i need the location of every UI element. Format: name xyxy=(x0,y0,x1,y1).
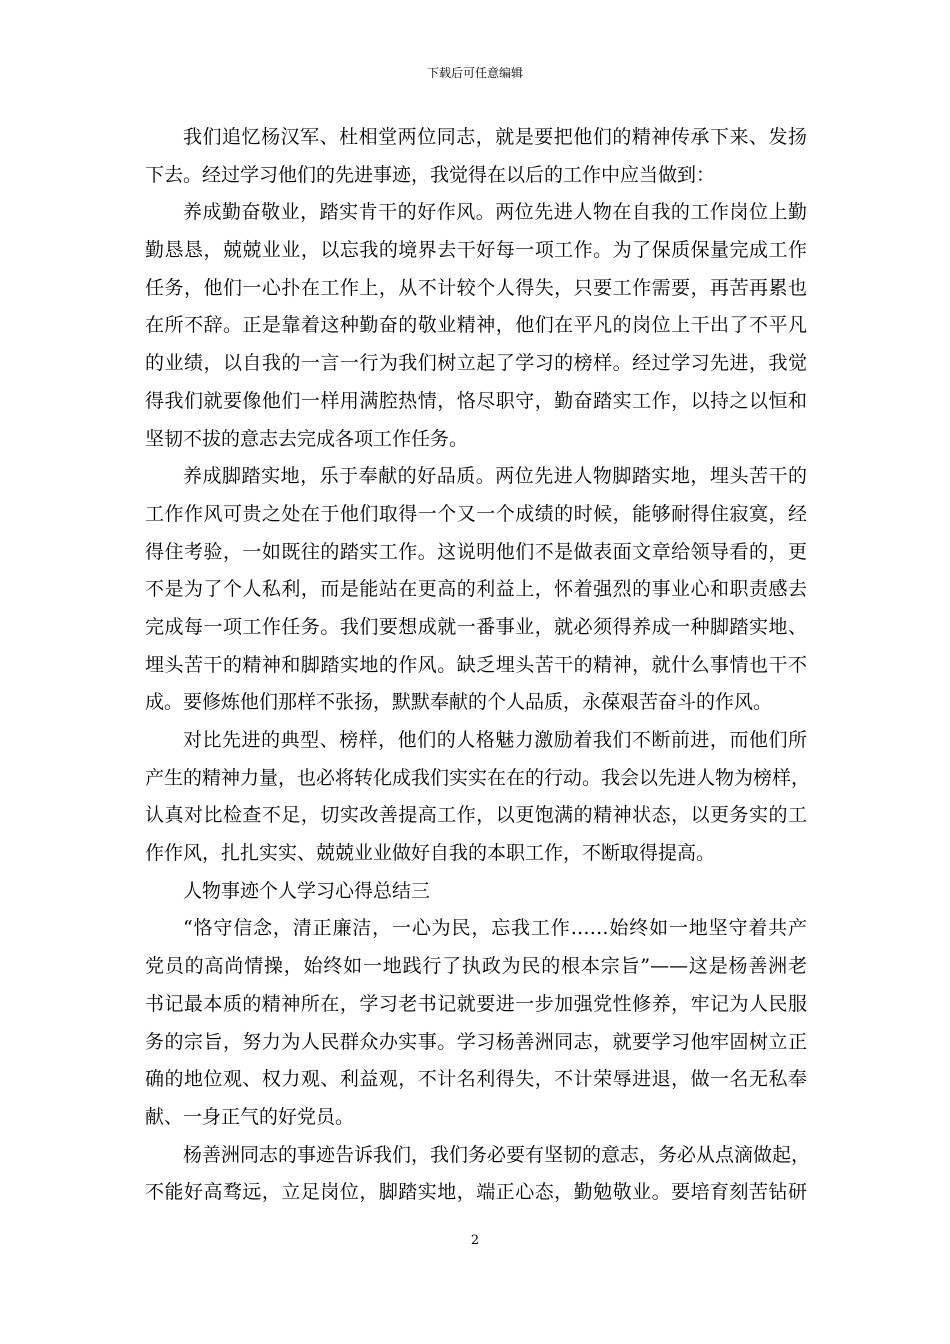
text-line: 埋头苦干的精神和脚踏实地的作风。缺乏埋头苦干的精神，就什么事情也干不 xyxy=(145,653,807,676)
text-line: 勤恳恳，兢兢业业，以忘我的境界去干好每一项工作。为了保质保量完成工作 xyxy=(145,239,807,262)
text-line: 产生的精神力量，也必将转化成我们实实在在的行动。我会以先进人物为榜样， xyxy=(145,766,811,789)
text-line: 务的宗旨，努力为人民群众办实事。学习杨善洲同志，就要学习他牢固树立正 xyxy=(145,1030,807,1053)
text-line: 成。要修炼他们那样不张扬，默默奉献的个人品质，永葆艰苦奋斗的作风。 xyxy=(145,691,773,714)
text-line: 得住考验，一如既往的踏实工作。这说明他们不是做表面文章给领导看的，更 xyxy=(145,540,807,563)
text-line: 党员的高尚情操，始终如一地践行了执政为民的根本宗旨”——这是杨善洲老 xyxy=(145,955,807,978)
text-line: 完成每一项工作任务。我们要想成就一番事业，就必须得养成一种脚踏实地、 xyxy=(145,615,807,638)
text-line: 献、一身正气的好党员。 xyxy=(145,1105,355,1128)
text-line: 不能好高骛远，立足岗位，脚踏实地，端正心态，勤勉敬业。要培育刻苦钻研 xyxy=(145,1181,807,1204)
text-line: 养成脚踏实地，乐于奉献的好品质。两位先进人物脚踏实地，埋头苦干的 xyxy=(183,465,807,488)
text-line: 我们追忆杨汉军、杜相堂两位同志，就是要把他们的精神传承下来、发扬 xyxy=(183,126,807,148)
section-heading: 人物事迹个人学习心得总结三 xyxy=(183,879,431,902)
text-line: 得我们就要像他们一样用满腔热情，恪尽职守，勤奋踏实工作，以持之以恒和 xyxy=(145,389,807,412)
text-line: 书记最本质的精神所在，学习老书记就要进一步加强党性修养，牢记为人民服 xyxy=(145,992,807,1015)
text-line: 下去。经过学习他们的先进事迹，我觉得在以后的工作中应当做到： xyxy=(145,163,716,186)
text-line: 的业绩，以自我的一言一行为我们树立起了学习的榜样。经过学习先进，我觉 xyxy=(145,352,807,375)
text-line: 杨善洲同志的事迹告诉我们，我们务必要有坚韧的意志，务必从点滴做起， xyxy=(183,1143,811,1166)
text-line: 在所不辞。正是靠着这种勤奋的敬业精神，他们在平凡的岗位上干出了不平凡 xyxy=(145,314,807,337)
text-line: 认真对比检查不足，切实改善提高工作，以更饱满的精神状态，以更务实的工 xyxy=(145,804,807,827)
page-header: 下载后可任意编辑 xyxy=(426,66,523,80)
text-line: 作作风，扎扎实实、兢兢业业做好自我的本职工作，不断取得提高。 xyxy=(145,842,716,865)
text-line: 不是为了个人私利，而是能站在更高的利益上，怀着强烈的事业心和职责感去 xyxy=(145,578,807,601)
text-line: “恪守信念，清正廉洁，一心为民，忘我工作……始终如一地坚守着共产 xyxy=(183,917,807,940)
text-line: 坚韧不拔的意志去完成各项工作任务。 xyxy=(145,427,469,450)
text-line: 工作作风可贵之处在于他们取得一个又一个成绩的时候，能够耐得住寂寞，经 xyxy=(145,502,807,525)
body-text xyxy=(145,119,811,1212)
text-line: 对比先进的典型、榜样，他们的人格魅力激励着我们不断前进，而他们所 xyxy=(183,729,807,751)
page-number: 2 xyxy=(470,1233,480,1248)
text-line: 任务，他们一心扑在工作上，从不计较个人得失，只要工作需要，再苦再累也 xyxy=(145,276,807,299)
text-line: 养成勤奋敬业，踏实肯干的好作风。两位先进人物在自我的工作岗位上勤 xyxy=(183,201,807,224)
text-line: 确的地位观、权力观、利益观，不计名利得失，不计荣辱进退，做一名无私奉 xyxy=(145,1068,807,1091)
